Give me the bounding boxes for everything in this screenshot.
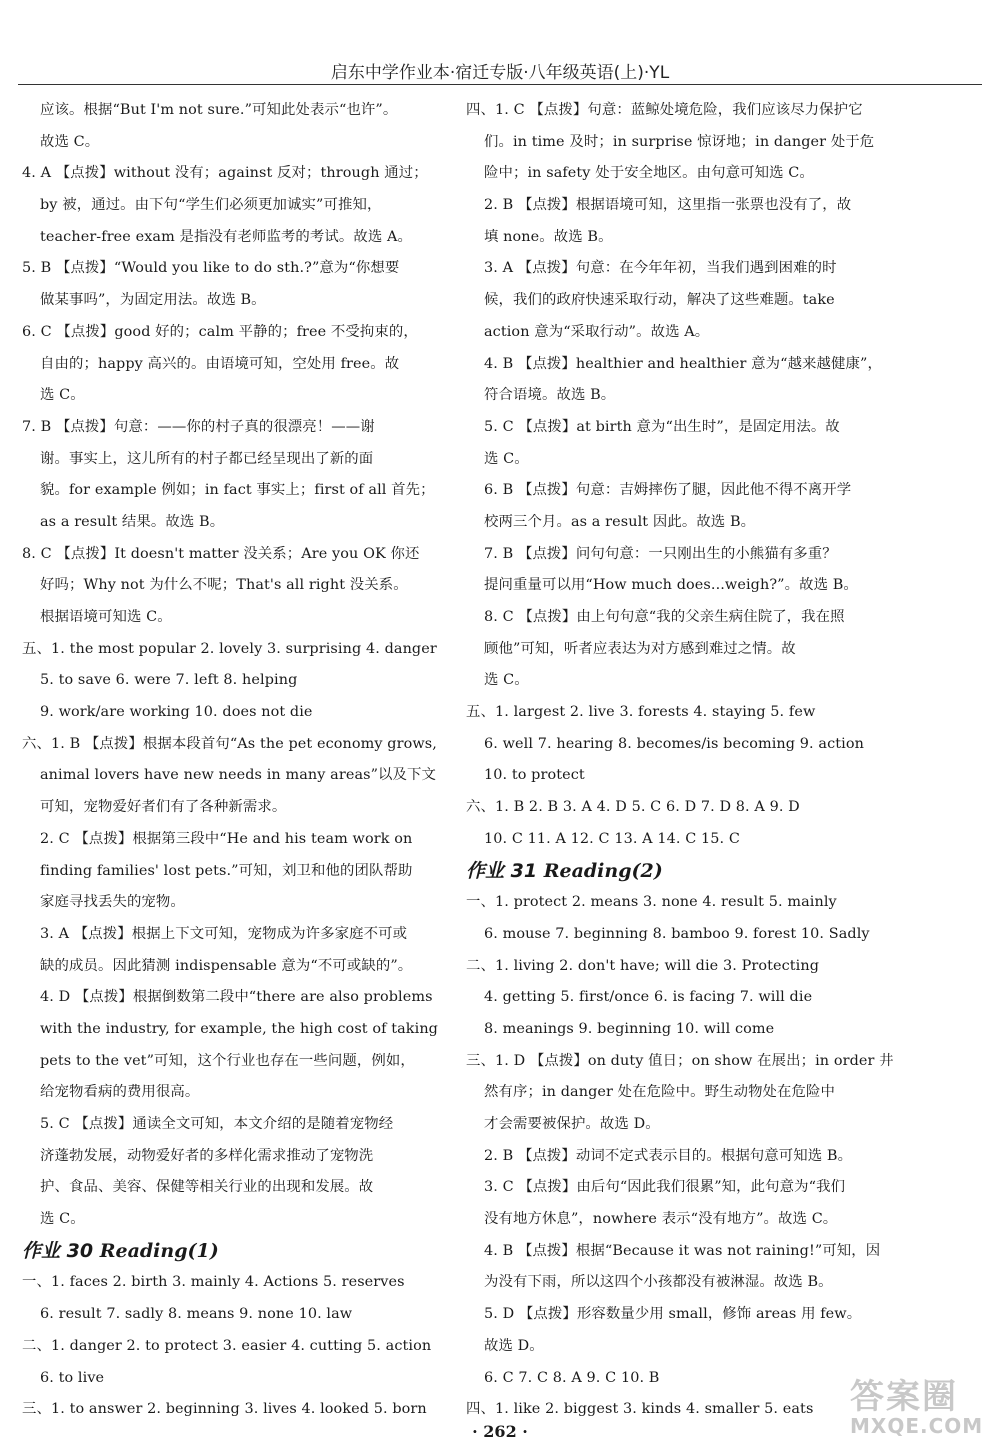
answer-line: 济蓬勃发展，动物爱好者的多样化需求推动了宠物洗 (40, 1147, 374, 1164)
answer-line: teacher-free exam 是指没有老师监考的考试。故选 A。 (40, 228, 413, 245)
left-column (22, 95, 452, 1426)
answer-line: 4. B 【点拨】根据“Because it was not raining!”可知，因 (484, 1242, 881, 1259)
section-name: Reading(1) (99, 1239, 219, 1262)
section-title (22, 1236, 452, 1268)
watermark-text-cn: 答案圈 (850, 1377, 958, 1417)
answer-line: 6. C 7. C 8. A 9. C 10. B (484, 1369, 660, 1386)
answer-line: 做某事吗”，为固定用法。故选 B。 (40, 292, 266, 309)
answer-line: action 意为“采取行动”。故选 A。 (484, 323, 710, 340)
answer-line: 6. C 【点拨】good 好的；calm 平静的；free 不受拘束的， (22, 323, 418, 340)
answer-line: 四、1. C 【点拨】句意：蓝鲸处境危险，我们应该尽力保护它 (466, 102, 863, 118)
answer-line: 五、1. the most popular 2. lovely 3. surprising 4. danger (22, 640, 437, 657)
answer-line: 好吗；Why not 为什么不呢；That's all right 没关系。 (40, 577, 408, 594)
answer-line: 谢。事实上，这儿所有的村子都已经呈现出了新的面 (40, 450, 374, 467)
section-number: 作业 30 (22, 1239, 94, 1262)
page-number: · 262 · (472, 1422, 528, 1441)
answer-line: 9. work/are working 10. does not die (40, 704, 313, 721)
answer-line: 顾他”可知，听者应表达为对方感到难过之情。故 (484, 640, 796, 657)
answer-line: 6. B 【点拨】句意：吉姆摔伤了腿，因此他不得不离开学 (484, 482, 852, 499)
answer-line: 六、1. B 【点拨】根据本段首句“As the pet economy grows, (22, 735, 437, 752)
answer-line: 六、1. B 2. B 3. A 4. D 5. C 6. D 7. D 8. A 9. D (466, 799, 800, 816)
answer-line: 选 C。 (40, 1211, 85, 1228)
section-name: Reading(2) (543, 859, 663, 882)
answer-line: 没有地方休息”，nowhere 表示“没有地方”。故选 C。 (484, 1211, 838, 1228)
answer-line: 5. to save 6. were 7. left 8. helping (40, 672, 298, 689)
answer-line: 6. well 7. hearing 8. becomes/is becoming 9. action (484, 735, 864, 752)
answer-line: 6. mouse 7. beginning 8. bamboo 9. forest 10. Sadly (484, 925, 870, 942)
right-column (466, 95, 896, 1426)
answer-line: with the industry, for example, the high cost of taking (40, 1020, 438, 1037)
answer-line: 3. A 【点拨】根据上下文可知，宠物成为许多家庭不可或 (40, 925, 408, 942)
answer-line: 自由的；happy 高兴的。由语境可知，空处用 free。故 (40, 355, 400, 372)
answer-line: 10. C 11. A 12. C 13. A 14. C 15. C (484, 830, 740, 847)
section-number: 作业 31 (466, 859, 538, 882)
section-title (466, 856, 896, 888)
answer-line: 7. B 【点拨】问句句意：一只刚出生的小熊猫有多重？ (484, 545, 837, 562)
answer-line: 校两三个月。as a result 因此。故选 B。 (484, 513, 756, 530)
answer-line: 2. B 【点拨】动词不定式表示目的。根据句意可知选 B。 (484, 1147, 853, 1164)
answer-line: 选 C。 (40, 387, 85, 404)
answer-line: 貌。for example 例如；in fact 事实上；first of all 首先； (40, 482, 435, 499)
answer-line: 三、1. to answer 2. beginning 3. lives 4. looked 5. born (22, 1401, 427, 1418)
answer-line: 7. B 【点拨】句意：——你的村子真的很漂亮！——谢 (22, 418, 375, 435)
answer-line: 8. C 【点拨】It doesn't matter 没关系；Are you OK 你还 (22, 545, 420, 562)
answer-line: 一、1. faces 2. birth 3. mainly 4. Actions 5. reserves (22, 1274, 405, 1291)
page-header: 启东中学作业本·宿迁专版·八年级英语(上)·YL (330, 63, 670, 83)
answer-line: 2. B 【点拨】根据语境可知，这里指一张票也没有了，故 (484, 197, 852, 214)
answer-line: 家庭寻找丢失的宠物。 (40, 894, 185, 911)
answer-line: 四、1. like 2. biggest 3. kinds 4. smaller 5. eats (466, 1401, 814, 1418)
answer-line: 二、1. living 2. don't have; will die 3. Protecting (466, 957, 820, 974)
answer-line: 然有序；in danger 处在危险中。野生动物处在危险中 (484, 1084, 836, 1101)
answer-line: 符合语境。故选 B。 (484, 387, 616, 404)
header-rule (18, 84, 982, 85)
answer-line: 3. A 【点拨】句意：在今年年初，当我们遇到困难的时 (484, 260, 837, 277)
answer-line: animal lovers have new needs in many areas”以及下文 (40, 767, 437, 784)
answer-line: 为没有下雨，所以这四个小孩都没有被淋湿。故选 B。 (484, 1274, 833, 1291)
answer-line: 选 C。 (484, 450, 529, 467)
answer-line: 3. C 【点拨】由后句“因此我们很累”知，此句意为“我们 (484, 1179, 846, 1196)
answer-line: as a result 结果。故选 B。 (40, 513, 225, 530)
answer-line: 2. C 【点拨】根据第三段中“He and his team work on (40, 830, 413, 847)
answer-line: 填 none。故选 B。 (484, 228, 613, 245)
answer-line: 5. B 【点拨】“Would you like to do sth.?”意为“你想要 (22, 260, 400, 277)
answer-line: 4. D 【点拨】根据倒数第二段中“there are also problems (40, 989, 433, 1006)
answer-line: 才会需要被保护。故选 D。 (484, 1116, 660, 1132)
answer-line: 根据语境可知选 C。 (40, 609, 172, 625)
answer-line: 5. C 【点拨】通读全文可知，本文介绍的是随着宠物经 (40, 1116, 394, 1132)
answer-line: 险中；in safety 处于安全地区。由句意可知选 C。 (484, 165, 814, 182)
answer-line: 缺的成员。因此猜测 indispensable 意为“不可或缺的”。 (40, 957, 413, 974)
answer-line: 8. meanings 9. beginning 10. will come (484, 1020, 775, 1037)
answer-line: 5. C 【点拨】at birth 意为“出生时”，是固定用法。故 (484, 418, 840, 435)
answer-line: 4. B 【点拨】healthier and healthier 意为“越来越健康”， (484, 355, 882, 372)
answer-line: 三、1. D 【点拨】on duty 值日；on show 在展出；in order 井 (466, 1052, 894, 1069)
answer-line: 们。in time 及时；in surprise 惊讶地；in danger 处于危 (484, 133, 875, 150)
watermark-text-en: MXQE.COM (850, 1414, 984, 1438)
answer-line: by 被，通过。由下句“学生们必须更加诚实”可推知， (40, 197, 382, 214)
answer-line: 可知，宠物爱好者们有了各种新需求。 (40, 799, 287, 816)
answer-line: 4. getting 5. first/once 6. is facing 7. will die (484, 989, 813, 1006)
answer-line: 4. A 【点拨】without 没有；against 反对；through 通过； (22, 165, 428, 182)
answer-line: 5. D 【点拨】形容数量少用 small，修饰 areas 用 few。 (484, 1306, 862, 1323)
answer-line: 故选 C。 (40, 133, 100, 150)
answer-line: 二、1. danger 2. to protect 3. easier 4. cutting 5. action (22, 1337, 432, 1354)
answer-line: 10. to protect (484, 767, 585, 784)
answer-line: finding families' lost pets.”可知，刘卫和他的团队帮助 (40, 862, 413, 879)
answer-line: 五、1. largest 2. live 3. forests 4. staying 5. few (466, 704, 816, 721)
answer-line: 提问重量可以用“How much does...weigh?”。故选 B。 (484, 577, 858, 594)
answer-line: pets to the vet”可知，这个行业也存在一些问题，例如， (40, 1052, 415, 1069)
answer-line: 选 C。 (484, 672, 529, 689)
answer-line: 护、食品、美容、保健等相关行业的出现和发展。故 (40, 1179, 374, 1196)
answer-line: 一、1. protect 2. means 3. none 4. result 5. mainly (466, 894, 837, 911)
answer-line: 6. to live (40, 1369, 105, 1386)
answer-line: 故选 D。 (484, 1337, 544, 1354)
answer-line: 8. C 【点拨】由上句句意“我的父亲生病住院了，我在照 (484, 609, 845, 625)
answer-line: 候，我们的政府快速采取行动，解决了这些难题。take (484, 292, 835, 309)
answer-line: 6. result 7. sadly 8. means 9. none 10. law (40, 1306, 353, 1323)
answer-line: 应该。根据“But I'm not sure.”可知此处表示“也许”。 (40, 102, 398, 118)
answer-line: 给宠物看病的费用很高。 (40, 1084, 200, 1101)
